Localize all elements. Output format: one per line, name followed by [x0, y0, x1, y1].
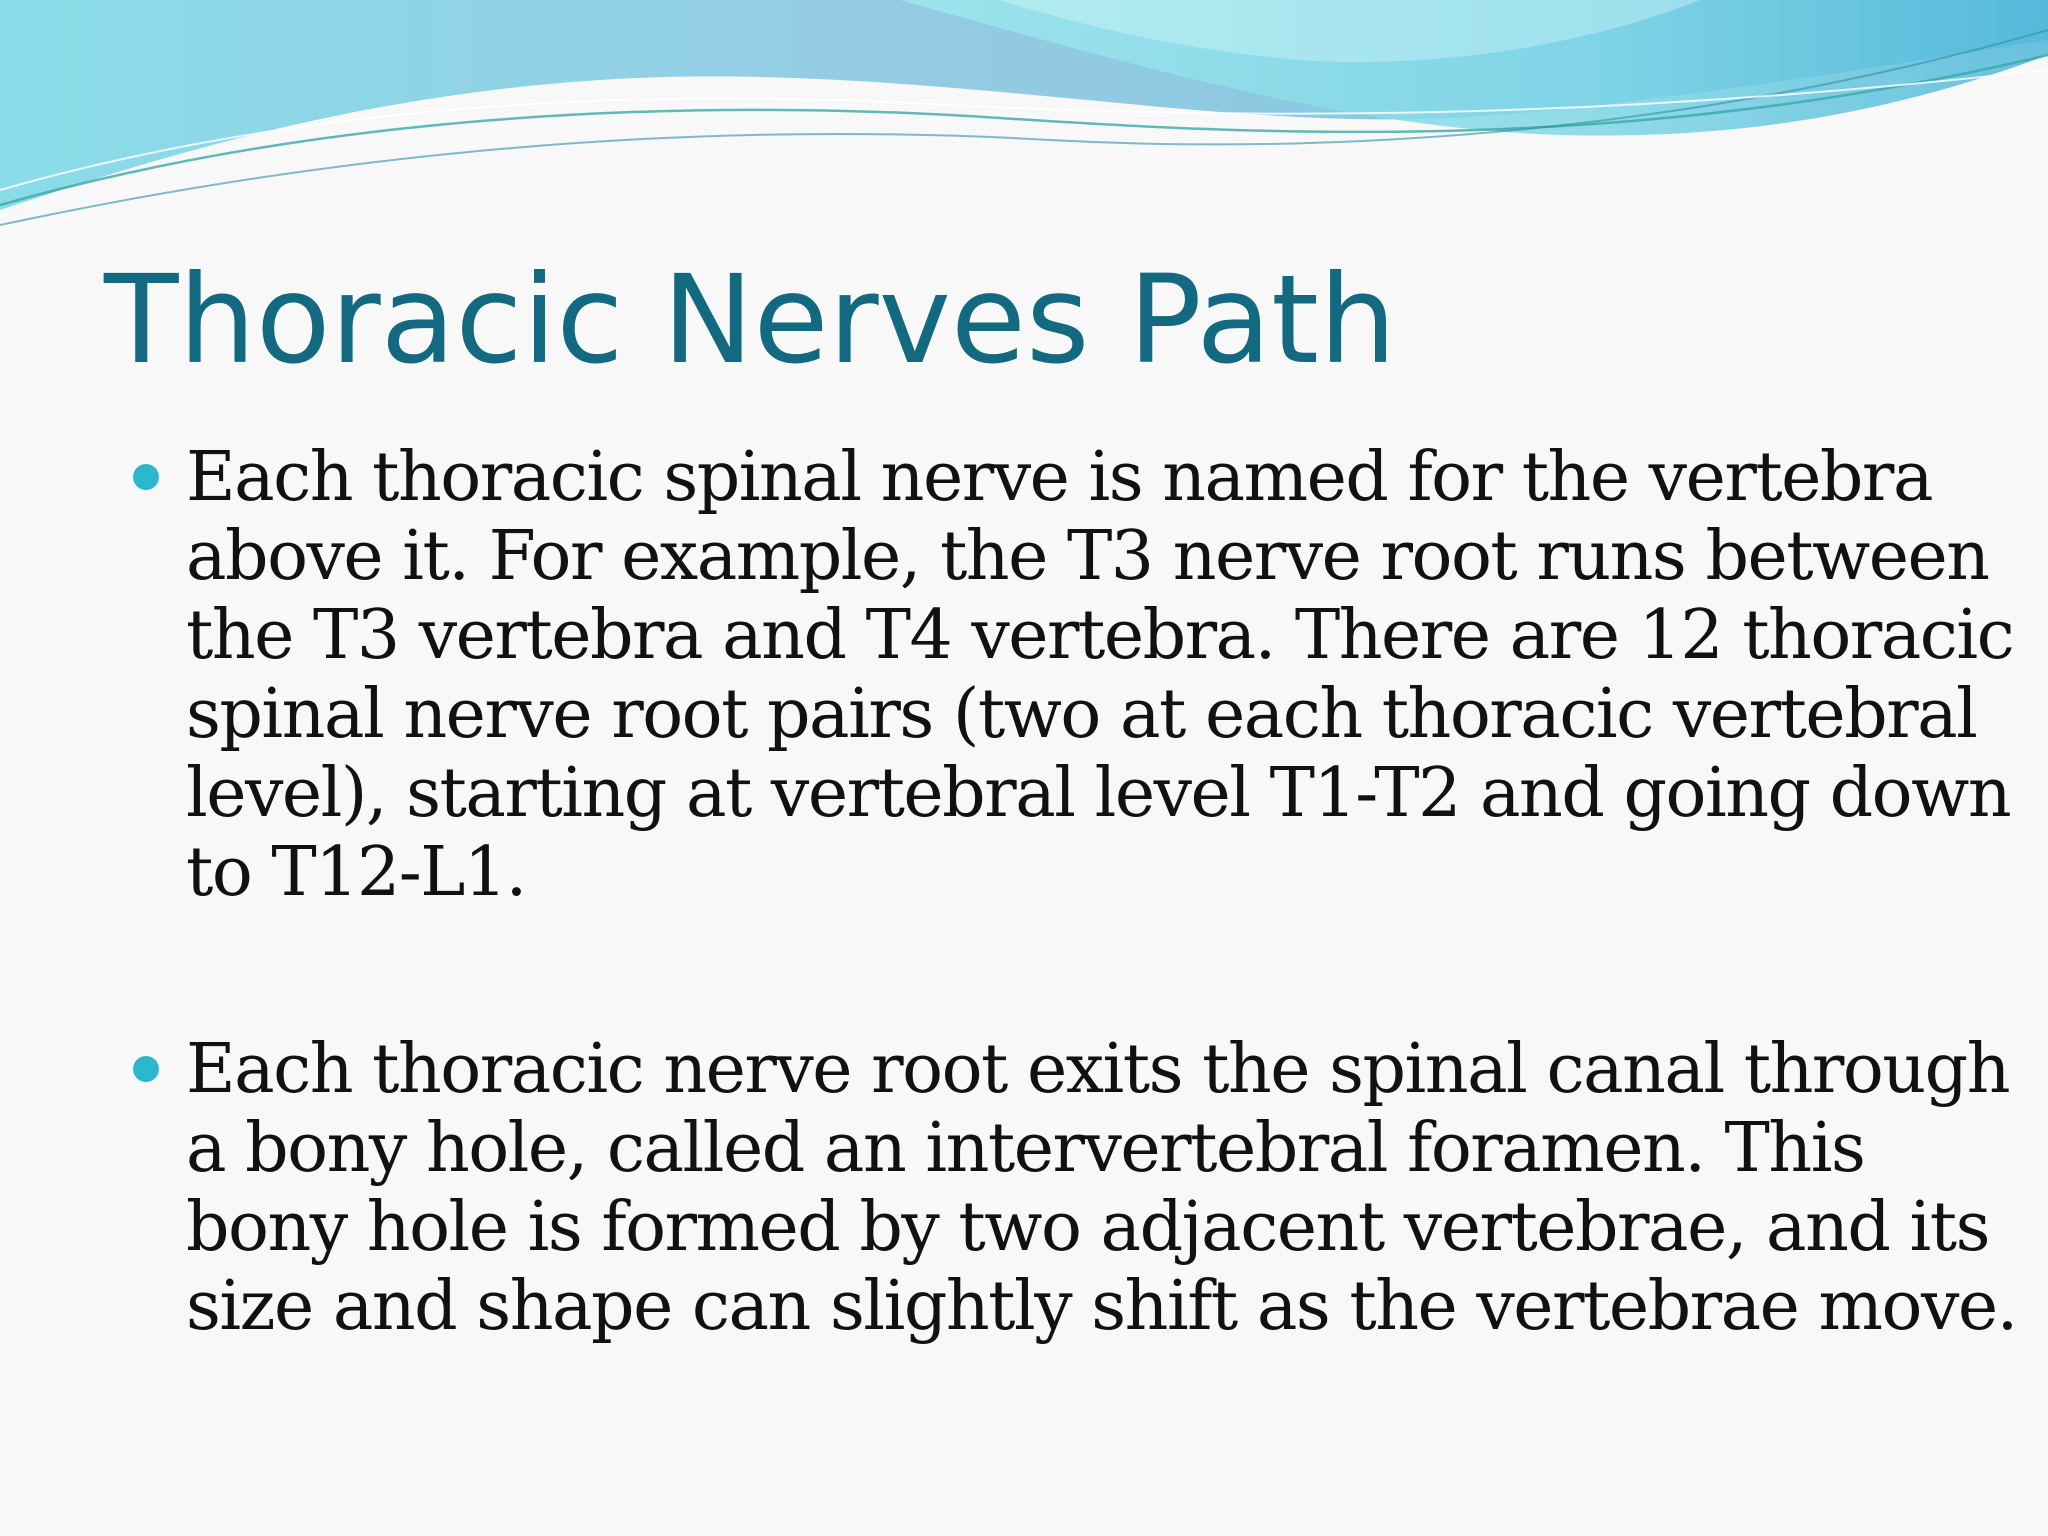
bullet-text-line: the T3 vertebra and T4 vertebra. There are 12 thoracic: [186, 596, 2014, 675]
bullet-list: [0, 438, 2048, 1346]
bullet-text-line: above it. For example, the T3 nerve root runs between: [186, 517, 1989, 596]
bullet-text-line: size and shape can slightly shift as the vertebrae move.: [186, 1267, 2017, 1346]
bullet-item: [0, 1030, 2048, 1346]
bullet-dot-icon: [133, 464, 159, 490]
bullet-text-line: a bony hole, called an intervertebral foramen. This: [186, 1109, 1865, 1188]
slide-title: Thoracic Nerves Path: [104, 249, 1397, 391]
header-wave-decoration: [0, 0, 2048, 240]
bullet-text-line: to T12-L1.: [186, 833, 526, 912]
bullet-text-line: level), starting at vertebral level T1-T2 and going down: [186, 754, 2011, 833]
bullet-text-line: Each thoracic spinal nerve is named for the vertebra: [186, 438, 1932, 517]
bullet-item: [0, 438, 2048, 912]
bullet-text-line: bony hole is formed by two adjacent vertebrae, and its: [186, 1188, 1990, 1267]
bullet-dot-icon: [133, 1056, 159, 1082]
bullet-text-line: Each thoracic nerve root exits the spinal canal through: [186, 1030, 2009, 1109]
bullet-text-line: spinal nerve root pairs (two at each thoracic vertebral: [186, 675, 1977, 754]
